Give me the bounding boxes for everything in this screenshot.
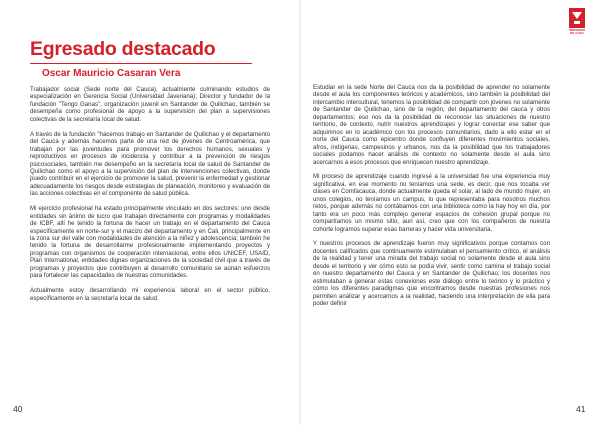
author-name: Oscar Mauricio Casaran Vera [42,68,181,79]
left-body-text [30,86,270,310]
university-logo-icon [567,8,587,38]
paragraph: A través de la fundación "hacemos trabajo en Santander de Quilichao y el departamento del Cauca y además hacemos parte de una red de jóvenes de Centroamérica, que trabajan por las juventudes para promover los derechos humanos, sexuales y reproductivos en procesos de incidencia y contribuir a la prevención de riesgos psicosociales, también me desempeño en la secretaría local de salud de Santander de Quilichao como el apoyo a la supervisión del plan de intervenciones colectivas, donde puedo contribuir en el ejercicio de promover la salud, prevenir la enfermedad y gestionar adecuadamente los riesgos desde estrategias de planeación, monitoreo y evaluación de las acciones colectivas en el componente de salud pública. [30,130,270,198]
logo-shield [569,8,585,28]
title-underline [30,63,252,64]
paragraph: Mi ejercicio profesional ha estado principalmente vinculado en dos sectores: uno desde entidades sin ánimo de lucro que trabajan directamente con programas y modalidades de ICBF, allí he tenido la fortuna de hacer un trabajo en el departamento del Cauca específicamente en norte-sur y el macizo del departamento y en Cali, principalmente en la zona sur del valle con modalidades de atención a la niñez y adolescencia; también he tenido la fortuna de desarrollarme profesionalmente implementando proyectos y programas con organismos de cooperación internacional, entre ellos UNICEF, USAID, Plan International, entidades dignas organizaciones de la sociedad civil que a través de programas y proyectos que contribuyen al desarrollo comunitario se aúnan esfuerzos para fortalecer las capacidades de nuestras comunidades. [30,205,270,280]
page-number-right: 41 [576,404,586,414]
page-number-left: 40 [13,404,23,414]
page-title: Egresado destacado [30,38,216,60]
left-page [0,0,299,425]
paragraph: Y nuestros procesos de aprendizaje fueron muy significativos porque contamos con docentes calificados que continuamente estimulaban el pensamiento crítico, el análisis de la realidad y tener una mirada del trabajo social no solamente desde el aula sino desde el territorio y ver cómo esto se podía vivir, sentir como camina el trabajo social en nuestro departamento del Cauca y en Santander de Quilichao; los docentes nos estimulaban a generar estas conexiones este diálogo entre lo teórico y lo práctico y cómo los diferentes paradigmas que encontramos desde nuestras profesiones nos permiten analizar y acercarnos a la realidad, haciendo una interpretación de ella para poder definir [313,240,550,308]
paragraph: Mi proceso de aprendizaje cuando ingresé a la universidad fue una experiencia muy significativa, en ese momento no teníamos una sede, es decir, que nos tocaba ver clases en Comfacauca, donde actualmente queda el solar, al lado de mundo mujer, en unos colegios, no teníamos un campus, lo que representaba para nosotros muchos retos, porque además no contábamos con una biblioteca como la hay hoy en día, por tanto era un poco más complejo generar espacios de cohesión grupal porque no compartíamos un mismo sitio, aun así, creo que con los compañeros de nuestra cohorte logramos superar esas barreras y hacer vida universitaria. [313,173,550,233]
logo-text: UNIVERSIDAD DEL CAUCA [568,29,586,35]
right-body-text [313,84,550,315]
right-page [301,0,600,425]
paragraph: Actualmente estoy desarrollando mi experiencia laboral en el sector público, específicamente en la secretaría local de salud. [30,287,270,302]
paragraph: Estudiar en la sede Norte del Cauca nos da la posibilidad de aprender no solamente desde el aula los componentes teóricos y académicos, sino también la posibilidad del intercambio intercultural, tenemos la posibilidad de compartir con jóvenes no solamente de Santander de Quilichao, sino de la región, del departamento del cauca y otros departamentos; eso nos da la posibilidad de reconocer las situaciones de nuestro territorio, de contexto, nutrir nuestros aprendizajes y lograr conectar ese saber que adquirimos en lo académico con los procesos comunitarios, dado a ello estar en el norte del Cauca como epicentro donde confluyen diferentes movimientos sociales, afros, indígenas, campesinos y urbanos, nos da la posibilidad que los trabajadores sociales podamos hacer análisis de contexto no solamente desde el aula sino acercarnos a esos procesos que enriquecen nuestro aprendizaje. [313,84,550,166]
paragraph: Trabajador social (Sede norte del Cauca), actualmente culminando estudios de especialización en Gerencia Social (Universidad Javeriana); Director y fundador de la fundación "Tengo Ganas", organización juvenil en Santander de Quilichao, también se desempeña como profesional de apoyo a la supervisión del plan a supervisiones colectivas de la secretaría local de salud. [30,86,270,123]
